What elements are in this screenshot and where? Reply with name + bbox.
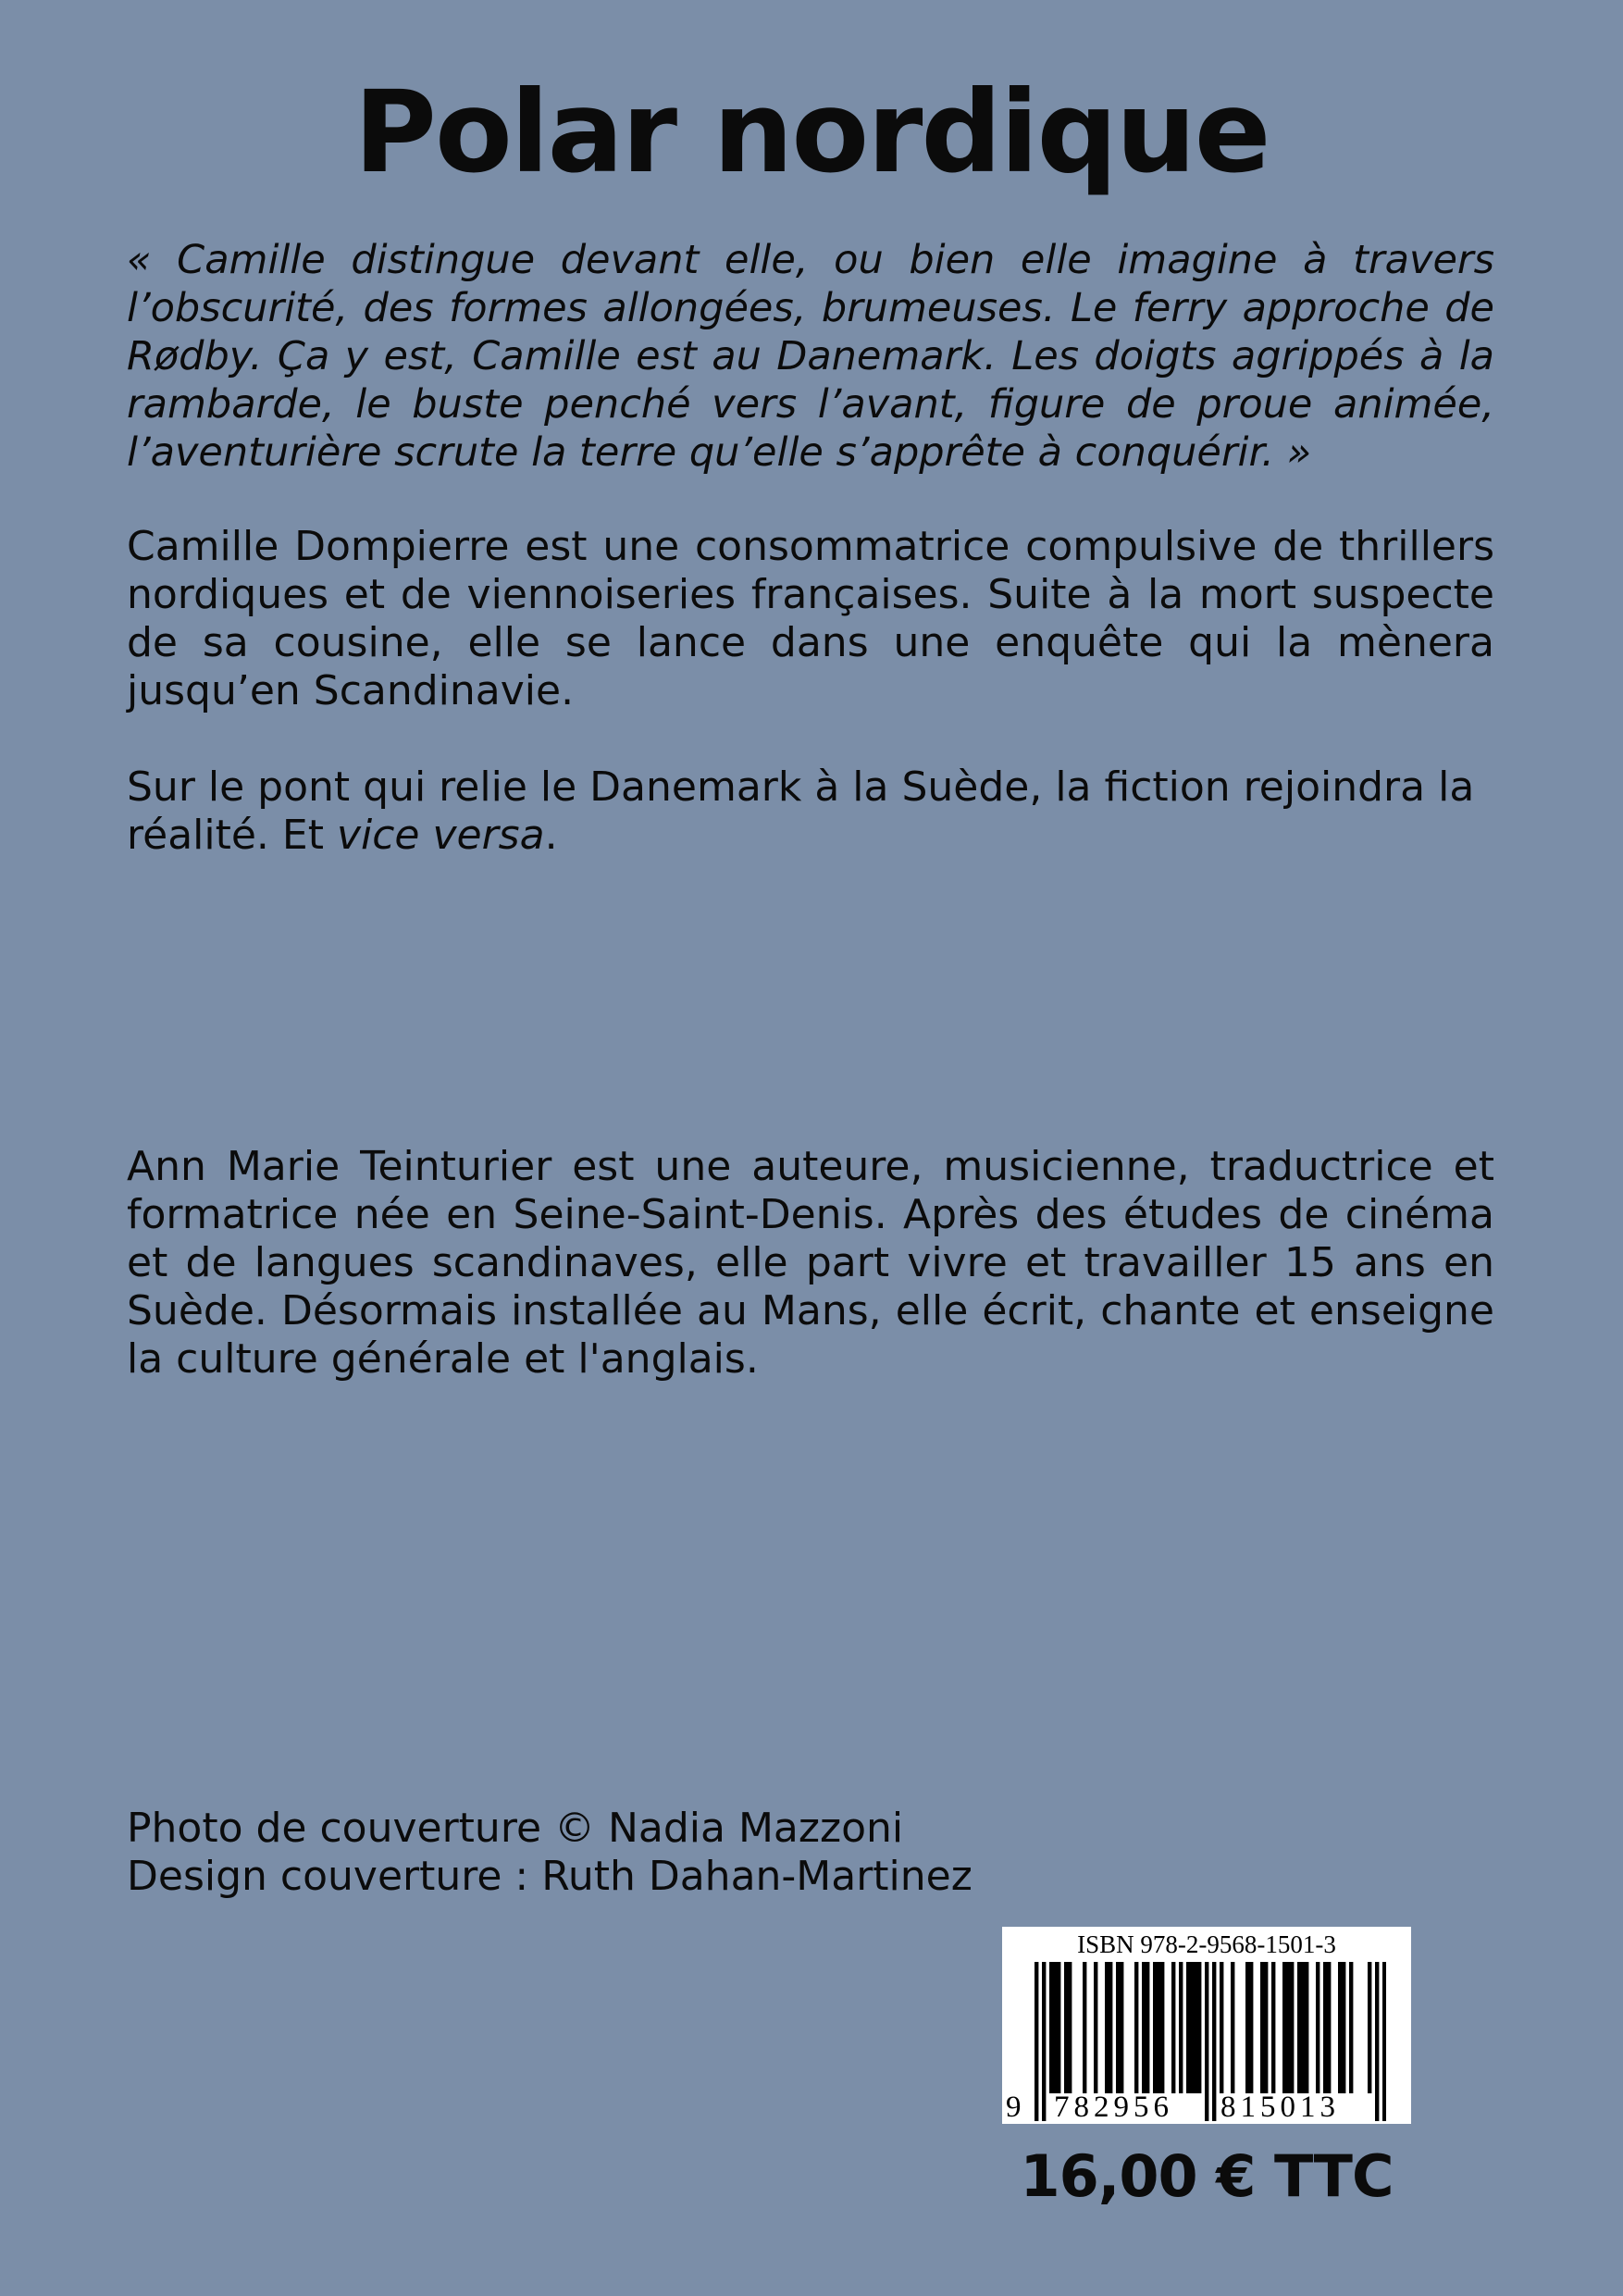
barcode-bar <box>1249 1962 1253 2093</box>
barcode-bar <box>1260 1962 1264 2093</box>
book-summary: Camille Dompierre est une consommatrice compulsive de thrillers nordiques et de viennoiseries françaises. Suite à la mort suspecte de sa cousine, elle se lance dans une enquête qui la mènera jusqu’en Scandinavie. <box>127 523 1494 714</box>
barcode-bar <box>1160 1962 1164 2093</box>
barcode-bar <box>1068 1962 1072 2093</box>
book-title: Polar nordique <box>353 67 1270 198</box>
barcode-bar <box>1301 1962 1305 2093</box>
barcode-bar <box>1323 1962 1327 2093</box>
barcode-bar <box>1245 1962 1249 2093</box>
barcode-bar <box>1053 1962 1057 2093</box>
barcode-bar <box>1049 1962 1053 2093</box>
barcode-bar <box>1134 1962 1138 2093</box>
ean-digits <box>1002 2091 1411 2123</box>
barcode-bar <box>1171 1962 1175 2093</box>
barcode-bar <box>1368 1962 1371 2093</box>
barcode-bar <box>1231 1962 1234 2093</box>
barcode-bar <box>1305 1962 1308 2093</box>
barcode-bar <box>1338 1962 1342 2093</box>
barcode-bar <box>1142 1962 1146 2093</box>
barcode-bar <box>1109 1962 1112 2093</box>
barcode-bar <box>1146 1962 1149 2093</box>
barcode-bar <box>1197 1962 1201 2093</box>
barcode-bar <box>1120 1962 1123 2093</box>
barcode-bar <box>1116 1962 1120 2093</box>
ean-left-digits: 782956 <box>1054 2091 1173 2124</box>
barcode-bar <box>1105 1962 1109 2093</box>
isbn-label: ISBN 978-2-9568-1501-3 <box>1077 1930 1336 1958</box>
barcode-bar <box>1264 1962 1268 2093</box>
isbn-barcode <box>1002 1927 1411 2124</box>
barcode-bar <box>1064 1962 1068 2093</box>
price-label: 16,00 € TTC <box>1020 2142 1394 2210</box>
bridge-emphasis: vice versa <box>336 812 545 859</box>
cover-credits <box>127 1805 973 1901</box>
barcode-bar <box>1057 1962 1060 2093</box>
barcode-bar <box>1179 1962 1183 2093</box>
barcode-bar <box>1083 1962 1086 2093</box>
barcode-bar <box>1190 1962 1194 2093</box>
barcode-bar <box>1349 1962 1353 2093</box>
barcode-bar <box>1282 1962 1286 2093</box>
barcode-bar <box>1342 1962 1345 2093</box>
design-credit: Design couverture : Ruth Dahan-Martinez <box>127 1853 973 1900</box>
barcode-bar <box>1194 1962 1197 2093</box>
barcode-bar <box>1316 1962 1319 2093</box>
ean-right-digits: 815013 <box>1220 2091 1340 2124</box>
barcode-bar <box>1290 1962 1294 2093</box>
barcode-bar <box>1153 1962 1157 2093</box>
excerpt-quote: « Camille distingue devant elle, ou bien elle imagine à travers l’obscurité, des formes allongées, brumeuses. Le ferry approche de Rødby. Ça y est, Camille est au Danemark. Les doigts agrippés à la rambarde, le buste penché vers l’avant, figure de proue animée, l’aventurière scrute la terre qu’elle s’apprête à conquérir. » <box>127 237 1494 476</box>
barcode-bar <box>1286 1962 1290 2093</box>
barcode-bar <box>1186 1962 1190 2093</box>
ean-first-digit: 9 <box>1006 2091 1022 2124</box>
bridge-text-end: . <box>544 812 558 859</box>
bridge-text: Sur le pont qui relie le Danemark à la Suède, la fiction rejoindra la réalité. Et <box>127 763 1475 859</box>
barcode-bar <box>1094 1962 1097 2093</box>
barcode-bar <box>1297 1962 1301 2093</box>
author-biography: Ann Marie Teinturier est une auteure, musicienne, traductrice et formatrice née en Seine-Saint-Denis. Après des études de cinéma et de langues scandinaves, elle part vivre et travailler 15 ans en Suède. Désormais installée au Mans, elle écrit, chante et enseigne la culture générale et l'anglais. <box>127 1143 1494 1383</box>
barcode-bar <box>1271 1962 1275 2093</box>
barcode-bar <box>1327 1962 1331 2093</box>
barcode-bar <box>1157 1962 1160 2093</box>
bridge-paragraph <box>127 763 1494 860</box>
photo-credit: Photo de couverture © Nadia Mazzoni <box>127 1805 904 1852</box>
barcode-bar <box>1220 1962 1223 2093</box>
